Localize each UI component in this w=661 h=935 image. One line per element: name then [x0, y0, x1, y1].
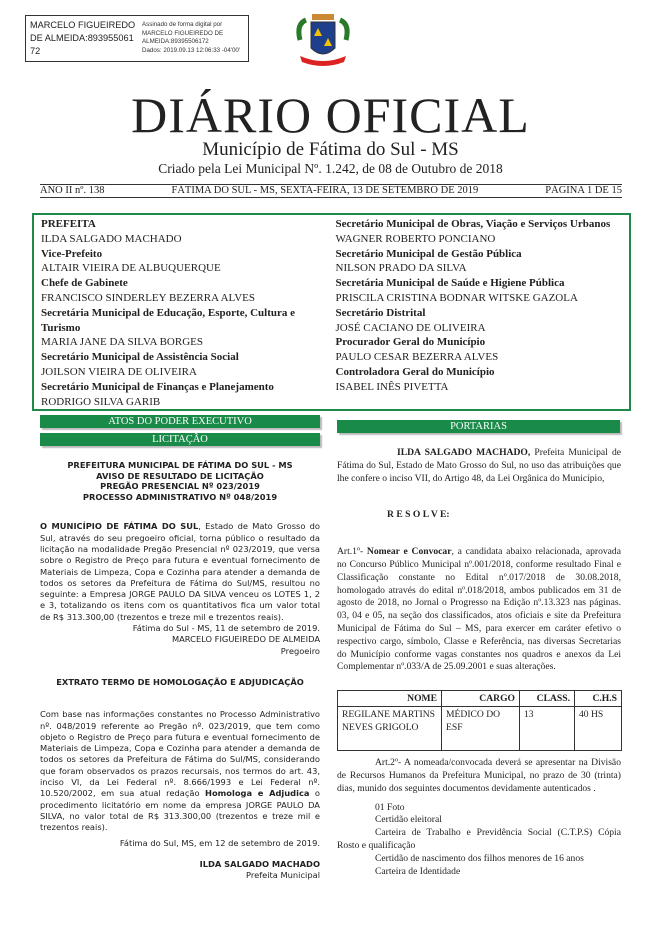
art1-text: , a candidata abaixo relacionada, aprovada no Concurso Público Municipal nº.001/2018, conforme resultado Final e Classificação constante no Edital nº.017/2018 de 30.08.2018, homologado através do edital nº.018/2018, ambos publicados em 31 de agosto de 2018, no Jornal o Progresso na Edição nº.13.323 nas páginas. 03, 04 e 05, na seção dos classificados, atos oficiais e site da Prefeitura Municipal de Fátima do Sul – MS, para exercer em caráter efetivo o respectivo cargo, símbolo, Classe e Referência, nas diversas Secretarias do Município conforme vagas constantes nos quadros e anexos da Lei Complementar nº.033/A de 25.09.2001 e suas alterações. [337, 546, 621, 673]
official-name: PRISCILA CRISTINA BODNAR WITSKE GAZOLA [335, 291, 578, 304]
aviso-heading [40, 460, 320, 502]
col-class: CLASS. [520, 691, 575, 707]
document-item: Carteira de Identidade [375, 865, 461, 877]
signature-info [138, 19, 244, 58]
section-licitacao: LICITAÇÃO [40, 433, 320, 446]
official-title: Secretária Municipal de Saúde e Higiene Pública [335, 277, 565, 290]
extrato-sign [40, 859, 320, 882]
cell-nome: REGILANE MARTINS NEVES GRIGOLO [338, 707, 442, 751]
portaria-intro [337, 447, 621, 485]
official-title: Vice-Prefeito [41, 247, 103, 260]
document-item: Certidão de nascimento dos filhos menores de 16 anos [375, 852, 584, 864]
official-title: Secretário Municipal de Obras, Viação e Serviços Urbanos [335, 218, 611, 230]
sig-line: Dados: 2019.09.13 12:06:33 -04'00' [142, 46, 241, 54]
documents-list [337, 802, 621, 879]
extrato-bold: Homologa e Adjudica [205, 788, 310, 799]
issue-date: FÁTIMA DO SUL - MS, SEXTA-FEIRA, 13 DE SETEMBRO DE 2019 [171, 185, 479, 196]
official-title: PREFEITA [41, 218, 96, 230]
aviso-date: Fátima do Sul - MS, 11 de setembro de 2019. [132, 623, 320, 634]
heading-line: PREFEITURA MUNICIPAL DE FÁTIMA DO SUL - MS [67, 460, 293, 470]
col-nome: NOME [338, 691, 442, 707]
official-name: WAGNER ROBERTO PONCIANO [335, 232, 496, 245]
section-atos: ATOS DO PODER EXECUTIVO [40, 415, 320, 428]
aviso-body [40, 521, 320, 623]
official-name: ILDA SALGADO MACHADO [41, 232, 182, 245]
document-item: Carteira de Trabalho e Previdência Social (C.T.P.S) Cópia Rosto e qualificação [337, 827, 621, 851]
sig-line: Assinado de forma digital por [142, 21, 223, 28]
page-number: PÁGINA 1 DE 15 [545, 185, 622, 196]
aviso-signer: MARCELO FIGUEIREDO DE ALMEIDA [171, 634, 320, 645]
official-name: RODRIGO SILVA GARIB [41, 395, 161, 408]
table-header [338, 691, 622, 707]
official-title: Secretário Municipal de Assistência Social [41, 351, 239, 364]
newspaper-title: DIÁRIO OFICIAL [131, 87, 530, 143]
official-title: Chefe de Gabinete [41, 277, 128, 290]
extrato-role: Prefeita Municipal [246, 870, 320, 881]
heading-line: PREGÃO PRESENCIAL Nº 023/2019 [100, 481, 260, 492]
official-name: JOILSON VIEIRA DE OLIVEIRA [41, 365, 197, 378]
officials-box [32, 213, 631, 411]
official-name: MARIA JANE DA SILVA BORGES [41, 336, 203, 349]
signer-name: MARCELO FIGUEIREDO DE ALMEIDA:89395506172 [30, 20, 136, 56]
section-portarias: PORTARIAS [337, 420, 620, 433]
table-row [338, 707, 622, 751]
intro-bold: ILDA SALGADO MACHADO, [397, 447, 531, 458]
official-title: Secretário Municipal de Gestão Pública [335, 247, 522, 260]
heading-line: PROCESSO ADMINISTRATIVO Nº 048/2019 [82, 491, 278, 502]
sig-line: ALMEIDA:89395506172 [142, 38, 209, 45]
art1 [337, 546, 621, 674]
nomination-table [337, 690, 622, 751]
official-name: ISABEL INÊS PIVETTA [335, 380, 449, 393]
extrato-heading: EXTRATO TERMO DE HOMOLOGAÇÃO E ADJUDICAÇÃO [56, 676, 304, 687]
official-title: Secretário Municipal de Finanças e Planejamento [41, 380, 274, 393]
coat-of-arms-icon [292, 10, 354, 72]
extrato-text: o procedimento licitatório em nome da empresa JORGE PAULO DA SILVA, no valor total de R$ 313.300,00 (trezentos e treze mil e trezentos reais). [40, 788, 320, 833]
resolve: R E S O L V E: [387, 509, 450, 521]
officials-right [336, 217, 623, 407]
extrato-signer: ILDA SALGADO MACHADO [199, 858, 320, 869]
right-column [337, 447, 621, 878]
official-name: PAULO CESAR BEZERRA ALVES [335, 351, 499, 364]
officials-left [41, 217, 328, 407]
aviso-role: Pregoeiro [280, 645, 320, 656]
creation-law: Criado pela Lei Municipal Nº. 1.242, de 08 de Outubro de 2018 [158, 161, 503, 176]
official-name: ALTAIR VIEIRA DE ALBUQUERQUE [41, 262, 221, 275]
document-item: Certidão eleitoral [375, 814, 442, 826]
municipality: Município de Fátima do Sul - MS [202, 139, 459, 160]
official-name: NILSON PRADO DA SILVA [335, 262, 467, 275]
issue-bar [40, 184, 622, 198]
intro-text: Prefeita Municipal de Fátima do Sul, Estado de Mato Grosso do Sul, no uso das atribuições que lhe confere o inciso VII, do Artigo 48, da Lei Orgânica do Município, [337, 447, 622, 484]
document-item: 01 Foto [375, 801, 405, 813]
cell-cargo: MÉDICO DO ESF [442, 707, 520, 751]
extrato-body [40, 709, 320, 833]
extrato-date: Fátima do Sul, MS, em 12 de setembro de 2019. [119, 837, 320, 848]
aviso-text: , Estado de Mato Grosso do Sul, através do seu pregoeiro oficial, torna público o resultado da licitação na modalidade Pregão Presencial nº 023/2019, que versa sobre o Registro de Preço para futura e eventual fornecimento de Materiais de Limpeza, Copa e Cozinha para atender a demanda de todos os setores da Prefeitura de Fátima do Sul/MS, resultou no seguinte: a Empresa JORGE PAULO DA SILVA venceu os LOTES 1, 2 e 3, totalizando os itens com os quantitativos fica um valor total de R$ 313.300,00 (trezentos e treze mil e trezentos reais). [40, 521, 321, 622]
cell-class: 13 [520, 707, 575, 751]
aviso-lead: O MUNICÍPIO DE FÁTIMA DO SUL [40, 521, 199, 532]
art1-bold: Nomear e Convocar [366, 546, 452, 558]
aviso-sign [40, 623, 320, 657]
sig-line: MARCELO FIGUEIREDO DE [142, 29, 224, 37]
heading-line: AVISO DE RESULTADO DE LICITAÇÃO [96, 470, 264, 481]
cell-chs: 40 HS [575, 707, 622, 751]
official-name: JOSÉ CACIANO DE OLIVEIRA [335, 321, 486, 334]
art2: Art.2º- A nomeada/convocada deverá se apresentar na Divisão de Recursos Humanos da Prefeitura Municipal, no prazo de 30 (trinta) dias, munido dos seguintes documentos devidamente autenticados . [337, 757, 621, 794]
issue-number: ANO II nº. 138 [40, 185, 105, 196]
official-title: Secretário Distrital [335, 306, 426, 319]
left-column [40, 460, 320, 881]
official-title: Controladora Geral do Município [335, 365, 495, 378]
extrato-text: Com base nas informações constantes no Processo Administrativo nº. 048/2019 referente ao Pregão nº. 023/2019, que tem como objeto o Registro de Preço para futura e eventual fornecimento de Materiais de Limpeza, Copa e Cozinha para atender a demanda de todos os setores da Prefeitura de Fátima do Sul/MS, considerando que foram observados os prazos recursais, nos termos do art. 43, inciso VI, da Lei Federal nº. 8.666/1993 e Lei Federal nº. 10.520/2002, em sua atual redação [40, 709, 320, 799]
col-cargo: CARGO [442, 691, 520, 707]
official-title: Secretária Municipal de Educação, Esporte, Cultura e Turismo [41, 306, 295, 334]
art1-label: Art.1º- [337, 546, 367, 558]
official-name: FRANCISCO SINDERLEY BEZERRA ALVES [41, 291, 256, 304]
col-chs: C.H.S [575, 691, 622, 707]
official-title: Procurador Geral do Município [335, 336, 486, 349]
digital-signature-box [25, 15, 249, 62]
